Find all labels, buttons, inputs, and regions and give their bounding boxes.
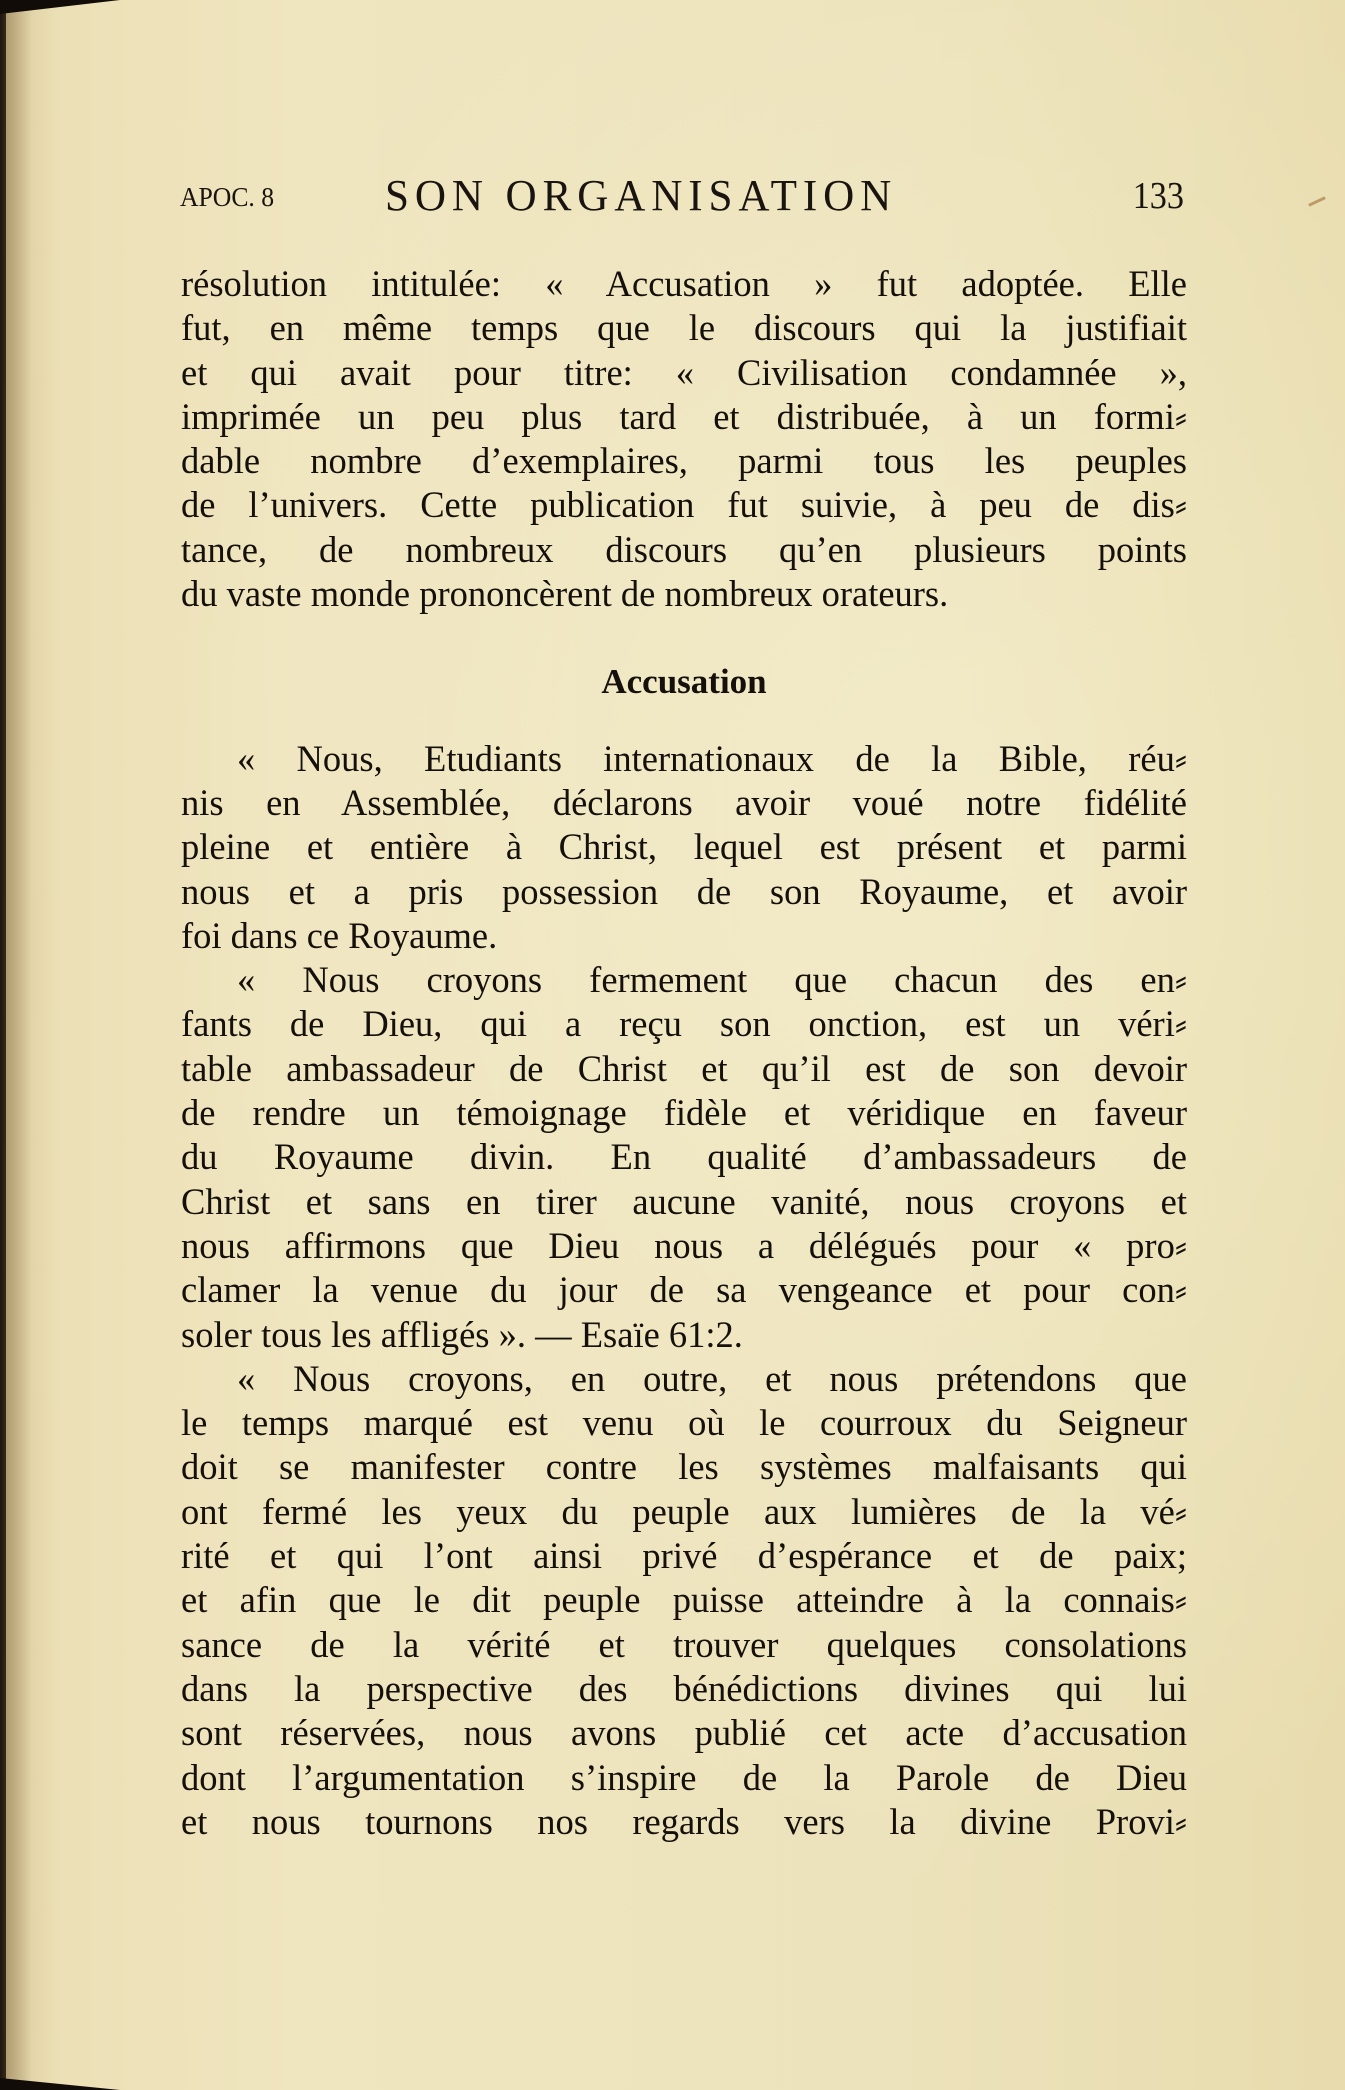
text-line: « Nous croyons fermement que chacun des en⸗ — [237, 959, 1187, 1001]
text-line: Christ et sans en tirer aucune vanité, nous croyons et — [181, 1180, 1187, 1222]
text-line: du Royaume divin. En qualité d’ambassadeurs de — [181, 1136, 1187, 1178]
text-line: pleine et entière à Christ, lequel est présent et parmi — [181, 826, 1187, 868]
text-line: sance de la vérité et trouver quelques consolations — [181, 1623, 1187, 1665]
text-line: clamer la venue du jour de sa vengeance et pour con⸗ — [181, 1269, 1187, 1311]
text-line: dont l’argumentation s’inspire de la Parole de Dieu — [181, 1756, 1187, 1798]
text-line: rité et qui l’ont ainsi privé d’espérance et de paix; — [181, 1535, 1187, 1577]
text-line: foi dans ce Royaume. — [181, 914, 498, 956]
text-line: dable nombre d’exemplaires, parmi tous les peuples — [181, 440, 1187, 482]
text-line: nous affirmons que Dieu nous a délégués pour « pro⸗ — [181, 1224, 1187, 1266]
chapter-reference: APOC. 8 — [180, 182, 275, 212]
text-line: nis en Assemblée, déclarons avoir voué notre fidélité — [181, 781, 1187, 823]
text-line: table ambassadeur de Christ et qu’il est de son devoir — [181, 1047, 1187, 1089]
text-line: doit se manifester contre les systèmes malfaisants qui — [181, 1446, 1187, 1488]
page-corner-bottom — [0, 2078, 120, 2090]
text-line: du vaste monde prononcèrent de nombreux orateurs. — [181, 573, 949, 615]
gutter-shadow — [6, 0, 32, 2090]
paragraph — [181, 262, 1187, 616]
text-line: et qui avait pour titre: « Civilisation condamnée », — [181, 351, 1187, 393]
page-corner-top — [0, 0, 120, 14]
text-line: tance, de nombreux discours qu’en plusieurs points — [181, 528, 1187, 570]
text-line: imprimée un peu plus tard et distribuée, à un formi⸗ — [181, 395, 1187, 437]
paragraph — [181, 737, 1187, 958]
text-line: et nous tournons nos regards vers la divine Provi⸗ — [181, 1800, 1187, 1842]
running-title: SON ORGANISATION — [385, 171, 898, 220]
page-number: 133 — [1132, 175, 1184, 217]
text-line: soler tous les affligés ». — Esaïe 61:2. — [181, 1313, 743, 1355]
text-line: le temps marqué est venu où le courroux du Seigneur — [181, 1402, 1187, 1444]
paper-speck — [1308, 196, 1326, 206]
section-heading: Accusation — [601, 662, 767, 702]
text-line: nous et a pris possession de son Royaume, et avoir — [181, 870, 1187, 912]
text-line: fants de Dieu, qui a reçu son onction, est un véri⸗ — [181, 1003, 1187, 1045]
text-line: de l’univers. Cette publication fut suivie, à peu de dis⸗ — [181, 484, 1187, 526]
text-line: de rendre un témoignage fidèle et véridique en faveur — [181, 1092, 1187, 1134]
text-line: dans la perspective des bénédictions divines qui lui — [181, 1667, 1187, 1709]
text-line: sont réservées, nous avons publié cet acte d’accusation — [181, 1712, 1187, 1754]
paragraph — [181, 958, 1187, 1357]
text-line: « Nous, Etudiants internationaux de la Bible, réu⸗ — [237, 737, 1187, 779]
text-line: ont fermé les yeux du peuple aux lumières de la vé⸗ — [181, 1490, 1187, 1532]
running-head — [180, 170, 1188, 230]
text-line: « Nous croyons, en outre, et nous prétendons que — [237, 1357, 1187, 1399]
text-line: fut, en même temps que le discours qui la justifiait — [181, 307, 1187, 349]
text-line: et afin que le dit peuple puisse atteindre à la connais⸗ — [181, 1579, 1187, 1621]
text-line: résolution intitulée: « Accusation » fut adoptée. Elle — [181, 263, 1187, 304]
paragraph — [181, 1357, 1187, 1844]
body-text — [181, 262, 1187, 1844]
